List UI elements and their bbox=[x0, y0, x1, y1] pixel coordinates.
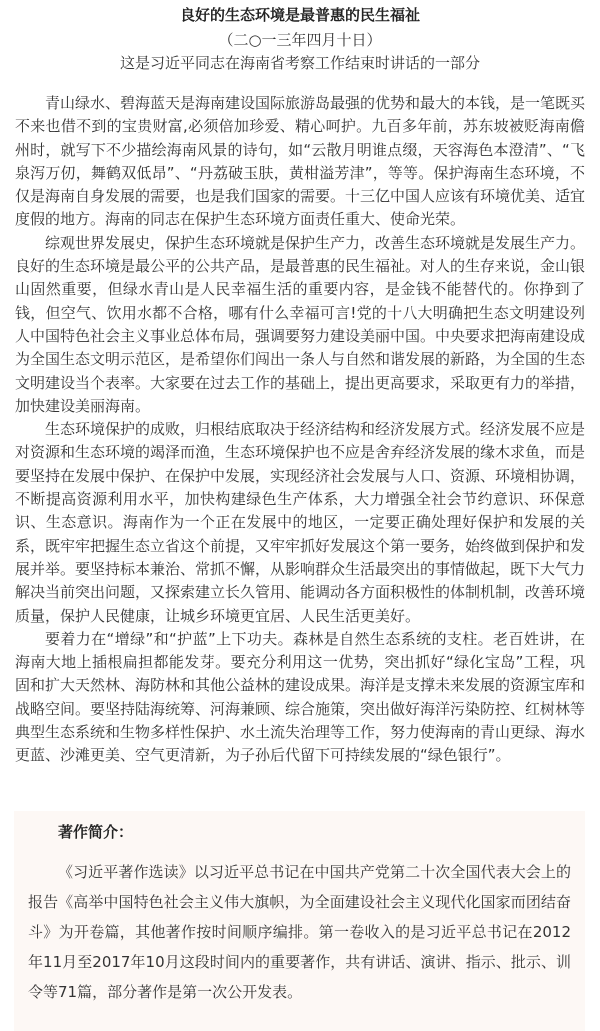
book-intro-text: 《习近平著作选读》以习近平总书记在中国共产党第二十次全国代表大会上的报告《高举中国特色社会主义伟大旗帜，为全面建设社会主义现代化国家而团结奋斗》为开卷篇，其他著作按时间顺序编排。第一卷收入的是习近平总书记在2012年11月至2017年10月这段时间内的重要著作，共有讲话、演讲、指示、批示、训令等71篇，部分著作是第一次公开发表。 bbox=[28, 862, 571, 1001]
article-source-note: 这是习近平同志在海南省考察工作结束时讲话的一部分 bbox=[119, 54, 480, 72]
paragraph: 青山绿水、碧海蓝天是海南建设国际旅游岛最强的优势和最大的本钱，是一笔既买不来也借不到的宝贵财富,必须倍加珍爱、精心呵护。九百多年前，苏东坡被贬海南儋州时，就写下不少描绘海南风景的诗句，如“云散月明谁点缀，天容海色本澄清”、“飞泉泻万仞，舞鹤双低昂”、“丹荔破玉肤，黄柑溢芳津”，等等。保护海南生态环境，不仅是海南自身发展的需要，也是我们国家的需要。十三亿中国人应该有环境优美、适宜度假的地方。海南的同志在保护生态环境方面责任重大、使命光荣。 bbox=[15, 94, 586, 229]
book-intro-box bbox=[14, 811, 585, 1031]
article-date: （二○一三年四月十日） bbox=[218, 31, 382, 49]
book-intro-heading: 著作简介： bbox=[58, 822, 134, 841]
article-header bbox=[0, 4, 600, 74]
article-title: 良好的生态环境是最普惠的民生福祉 bbox=[179, 6, 420, 24]
paragraph: 综观世界发展史，保护生态环境就是保护生产力，改善生态环境就是发展生产力。良好的生态环境是最公平的公共产品，是最普惠的民生福祉。对人的生存来说，金山银山固然重要，但绿水青山是人民幸福生活的重要内容，是金钱不能替代的。你挣到了钱，但空气、饮用水都不合格，哪有什么幸福可言!党的十八大明确把生态文明建设列人中国特色社会主义事业总体布局，强调要努力建设美丽中国。中央要求把海南建设成为全国生态文明示范区，是希望你们闯出一条人与自然和谐发展的新路，为全国的生态文明建设当个表率。大家要在过去工作的基础上，提出更高要求，采取更有力的举措，加快建设美丽海南。 bbox=[15, 233, 586, 415]
paragraph: 要着力在“增绿”和“护蓝”上下功夫。森林是自然生态系统的支柱。老百姓讲，在海南大地上插根扁担都能发芽。要充分利用这一优势，突出抓好“绿化宝岛”工程，巩固和扩大天然林、海防林和其他公益林的建设成果。海洋是支撑未来发展的资源宝库和战略空间。要坚持陆海统筹、河海兼顾、综合施策，突出做好海洋污染防控、红树林等典型生态系统和生物多样性保护、水土流失治理等工作，努力使海南的青山更绿、海水更蓝、沙滩更美、空气更清新，为子孙后代留下可持续发展的“绿色银行”。 bbox=[15, 629, 586, 765]
paragraph: 生态环境保护的成败，归根结底取决于经济结构和经济发展方式。经济发展不应是对资源和生态环境的竭泽而渔，生态环境保护也不应是舍弃经济发展的缘木求鱼，而是要坚持在发展中保护、在保护中发展，实现经济社会发展与人口、资源、环境相协调，不断提高资源利用水平，加快构建绿色生产体系，大力增强全社会节约意识、环保意识、生态意识。海南作为一个正在发展中的地区，一定要正确处理好保护和发展的关系，既牢牢把握生态立省这个前提，又牢牢抓好发展这个第一要务，始终做到保护和发展并举。要坚持标本兼治、常抓不懈，从影响群众生活最突出的事情做起，既下大气力解决当前突出问题，又探索建立长久管用、能调动各方面积极性的体制机制，改善环境质量，保护人民健康，让城乡环境更宜居、人民生活更美好。 bbox=[15, 420, 586, 625]
article-body bbox=[15, 92, 585, 768]
